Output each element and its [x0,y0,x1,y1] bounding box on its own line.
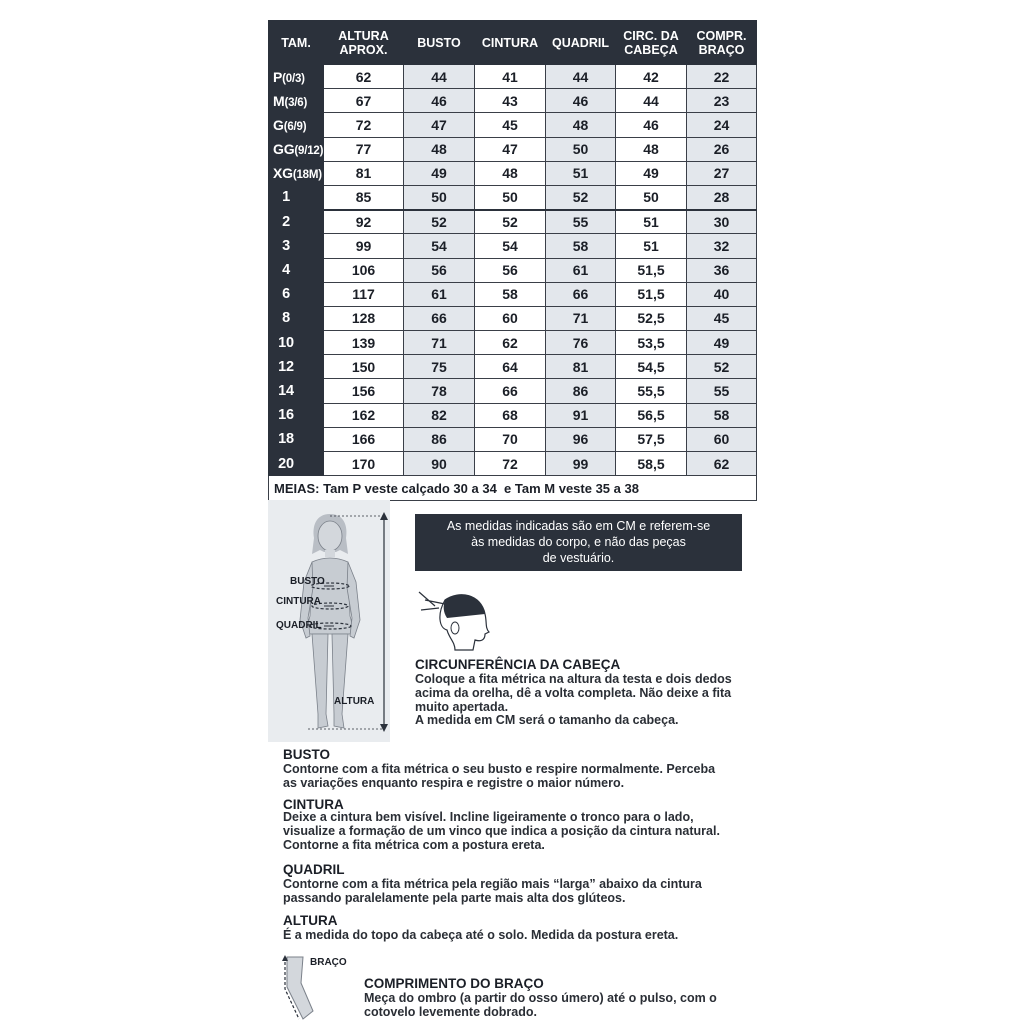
size-label: P [273,68,283,85]
quadril-title: QUADRIL [283,862,345,877]
size-label: 20 [278,455,294,472]
table-row [269,306,757,330]
size-cell [269,379,324,403]
measure-cell: 47 [475,137,546,161]
measure-cell: 47 [404,113,475,137]
size-cell [269,185,324,209]
measure-cell: 52 [687,355,757,379]
figure-label-altura: ALTURA [334,696,375,707]
measure-cell: 44 [616,89,687,113]
measure-cell: 28 [687,185,757,209]
measure-cell: 58,5 [616,452,687,476]
meias-label: MEIAS: [274,480,320,496]
measure-cell: 62 [687,452,757,476]
size-label: 16 [278,407,294,424]
measure-cell: 24 [687,113,757,137]
size-age: (3/6) [284,96,308,109]
measure-cell: 82 [404,403,475,427]
measure-cell: 49 [616,161,687,185]
body-figure-panel [268,500,390,742]
size-cell [269,403,324,427]
measure-cell: 56,5 [616,403,687,427]
measure-cell: 62 [324,65,404,89]
measure-cell: 58 [546,234,616,258]
measure-cell: 67 [324,89,404,113]
measure-cell: 50 [404,185,475,209]
measure-cell: 50 [475,185,546,209]
size-label: GG [273,141,295,158]
table-row [269,210,757,234]
measure-cell: 66 [475,379,546,403]
measure-cell: 71 [404,331,475,355]
measure-cell: 46 [616,113,687,137]
measure-cell: 43 [475,89,546,113]
header-compr-braco: COMPR. BRAÇO [687,21,757,65]
measure-cell: 55 [546,210,616,234]
table-row [269,403,757,427]
measure-cell: 66 [404,306,475,330]
measure-cell: 30 [687,210,757,234]
meias-text-2: veste calçado 30 a 34 e Tam [360,480,545,496]
measure-cell: 53,5 [616,331,687,355]
measure-cell: 156 [324,379,404,403]
size-cell [269,89,324,113]
measure-cell: 51 [546,161,616,185]
head-circumference-title: CIRCUNFERÊNCIA DA CABEÇA [415,657,621,672]
size-cell [269,113,324,137]
measure-cell: 66 [546,282,616,306]
notice-text: As medidas indicadas são em CM e referem-se às medidas do corpo, e não das peças de vestuário. [446,519,711,565]
size-cell [269,234,324,258]
measure-cell: 170 [324,452,404,476]
measure-cell: 36 [687,258,757,282]
measure-cell: 117 [324,282,404,306]
size-label: M [273,92,285,109]
measure-cell: 41 [475,65,546,89]
measure-cell: 78 [404,379,475,403]
measure-cell: 26 [687,137,757,161]
measure-cell: 48 [546,113,616,137]
measure-cell: 40 [687,282,757,306]
busto-body: Contorne com a fita métrica o seu busto e respire normalmente. Perceba as variações enquanto respira e registre o maior número. [283,762,716,790]
meias-size-p: P [352,480,361,496]
size-label: 14 [278,383,294,400]
measure-cell: 54 [404,234,475,258]
measure-cell: 81 [546,355,616,379]
table-row [269,258,757,282]
measure-cell: 52 [475,210,546,234]
header-quadril: QUADRIL [546,21,616,65]
size-cell [269,282,324,306]
size-cell [269,137,324,161]
size-label: 2 [282,213,290,230]
size-age: (9/12) [294,145,324,158]
size-label: 10 [278,334,294,351]
measure-cell: 49 [687,331,757,355]
size-label: 6 [282,286,290,303]
measure-cell: 86 [546,379,616,403]
figure-label-quadril: QUADRIL [276,620,322,631]
table-row [269,113,757,137]
measure-cell: 72 [475,452,546,476]
table-row [269,137,757,161]
measure-cell: 51,5 [616,258,687,282]
altura-title: ALTURA [283,913,338,928]
size-label: 8 [282,310,290,327]
arm-label: BRAÇO [310,957,347,968]
measure-cell: 32 [687,234,757,258]
table-row [269,161,757,185]
measure-cell: 58 [475,282,546,306]
measure-cell: 50 [616,185,687,209]
size-cell [269,65,324,89]
altura-body: É a medida do topo da cabeça até o solo. Medida da postura ereta. [283,928,679,942]
measure-cell: 96 [546,427,616,451]
header-busto: BUSTO [404,21,475,65]
figure-label-cintura: CINTURA [276,596,321,607]
measure-cell: 62 [475,331,546,355]
measure-cell: 54,5 [616,355,687,379]
measure-cell: 55,5 [616,379,687,403]
table-row [269,379,757,403]
measure-cell: 150 [324,355,404,379]
table-row [269,89,757,113]
header-altura: ALTURA APROX. [324,21,404,65]
table-row [269,185,757,209]
header-cintura: CINTURA [475,21,546,65]
measure-cell: 61 [404,282,475,306]
size-label: 4 [282,262,290,279]
table-header-row [269,21,757,65]
header-circ-cabeca: CIRC. DA CABEÇA [616,21,687,65]
cintura-title: CINTURA [283,797,344,812]
measure-cell: 139 [324,331,404,355]
measure-cell: 52 [404,210,475,234]
size-label: XG [273,165,293,182]
head-circumference-body: Coloque a fita métrica na altura da testa e dois dedos acima da orelha, dê a volta completa. Não deixe a fita muito apertada. A medida em CM será o tamanho da cabeça. [415,672,732,728]
size-cell [269,427,324,451]
quadril-body: Contorne com a fita métrica pela região mais “larga” abaixo da cintura passando paralelamente pela parte mais alta dos glúteos. [283,877,702,905]
measure-cell: 56 [404,258,475,282]
size-label: G [273,116,284,133]
measure-cell: 64 [475,355,546,379]
table-row [269,452,757,476]
arm-length-title: COMPRIMENTO DO BRAÇO [364,976,544,991]
figure-label-busto: BUSTO [290,576,325,587]
arm-length-body: Meça do ombro (a partir do osso úmero) até o pulso, com o cotovelo levemente dobrado. [364,991,717,1019]
measure-cell: 23 [687,89,757,113]
measure-cell: 90 [404,452,475,476]
measure-cell: 128 [324,306,404,330]
measure-cell: 48 [616,137,687,161]
cintura-body: Deixe a cintura bem visível. Incline ligeiramente o tronco para o lado, visualize a formação de um vinco que indica a posição da cintura natural. Contorne a fita métrica com a postura ereta. [283,810,720,852]
size-age: (18M) [292,169,322,182]
measure-cell: 49 [404,161,475,185]
measure-cell: 60 [475,306,546,330]
measure-cell: 48 [404,137,475,161]
measure-cell: 99 [546,452,616,476]
measure-cell: 166 [324,427,404,451]
size-cell [269,306,324,330]
meias-size-m: M [544,480,556,496]
size-cell [269,210,324,234]
measure-cell: 52 [546,185,616,209]
measure-cell: 58 [687,403,757,427]
measure-cell: 72 [324,113,404,137]
measure-cell: 45 [687,306,757,330]
size-cell [269,331,324,355]
measure-cell: 60 [687,427,757,451]
size-cell [269,355,324,379]
measure-cell: 68 [475,403,546,427]
size-label: 18 [278,431,294,448]
size-table [268,20,757,501]
measure-cell: 48 [475,161,546,185]
meias-text-3: veste 35 a 38 [555,480,639,496]
measure-cell: 57,5 [616,427,687,451]
size-age: (0/3) [282,72,305,85]
table-row [269,355,757,379]
measure-cell: 46 [404,89,475,113]
table-row [269,65,757,89]
measure-cell: 75 [404,355,475,379]
measure-cell: 162 [324,403,404,427]
table-body [269,65,757,476]
table-row [269,282,757,306]
measure-cell: 56 [475,258,546,282]
measure-cell: 55 [687,379,757,403]
measure-cell: 27 [687,161,757,185]
size-cell [269,258,324,282]
size-age: (6/9) [283,120,307,133]
measure-cell: 106 [324,258,404,282]
measure-cell: 51,5 [616,282,687,306]
head-measure-icon [415,584,495,656]
size-label: 12 [278,358,294,375]
measure-cell: 85 [324,185,404,209]
measure-cell: 81 [324,161,404,185]
measure-cell: 46 [546,89,616,113]
measure-cell: 22 [687,65,757,89]
measure-cell: 54 [475,234,546,258]
meias-note [269,476,757,501]
meias-row [269,476,757,501]
measure-cell: 50 [546,137,616,161]
measure-cell: 70 [475,427,546,451]
measure-cell: 52,5 [616,306,687,330]
measure-cell: 51 [616,234,687,258]
table-row [269,234,757,258]
measure-cell: 77 [324,137,404,161]
notice-box [415,514,742,571]
size-label: 1 [282,189,290,206]
size-cell [269,161,324,185]
size-cell [269,452,324,476]
measure-cell: 61 [546,258,616,282]
measure-cell: 51 [616,210,687,234]
measure-cell: 86 [404,427,475,451]
measure-cell: 45 [475,113,546,137]
table-row [269,331,757,355]
header-tam: TAM. [269,21,324,65]
table-row [269,427,757,451]
size-label: 3 [282,237,290,254]
meias-text-1: Tam [319,480,353,496]
measure-cell: 76 [546,331,616,355]
measure-cell: 92 [324,210,404,234]
measure-cell: 42 [616,65,687,89]
busto-title: BUSTO [283,747,331,762]
measure-cell: 91 [546,403,616,427]
measure-cell: 44 [404,65,475,89]
measure-cell: 44 [546,65,616,89]
measure-cell: 71 [546,306,616,330]
measure-cell: 99 [324,234,404,258]
